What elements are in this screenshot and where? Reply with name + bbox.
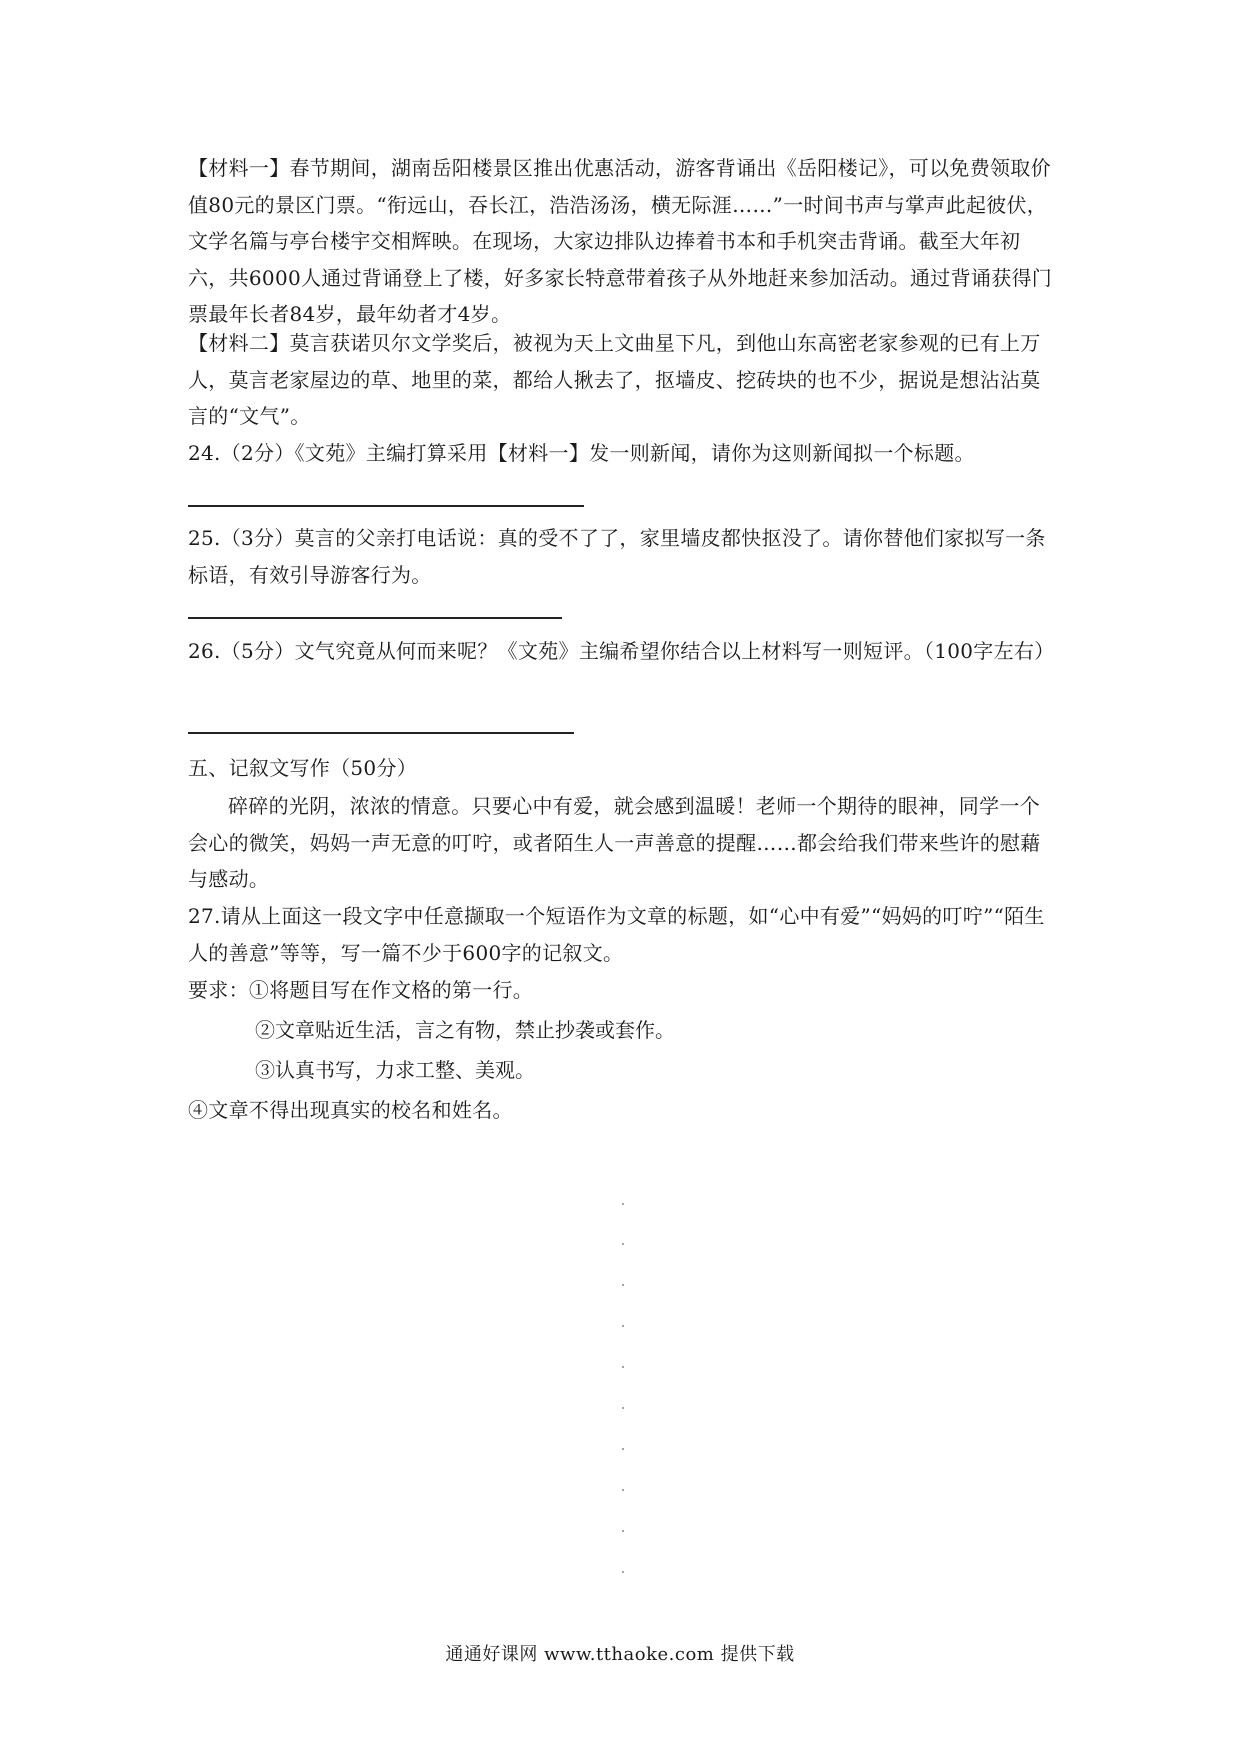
dot-mark [622,1284,624,1286]
material-one-paragraph: 【材料一】春节期间，湖南岳阳楼景区推出优惠活动，游客背诵出《岳阳楼记》，可以免费领取价值80元的景区门票。“衔远山，吞长江，浩浩汤汤，横无际涯……”一时间书声与掌声此起彼伏，文学名篇与亭台楼宇交相辉映。在现场，大家边排队边捧着书本和手机突击背诵。截至大年初六，共6000人通过背诵登上了楼，好多家长特意带着孩子从外地赶来参加活动。通过背诵获得门票最年长者84岁，最年幼者才4岁。 [188,156,1053,326]
dot-mark [622,1448,624,1450]
requirement-1: 要求：①将题目写在作文格的第一行。 [188,978,534,1002]
dot-mark [622,1530,624,1532]
dot-mark [622,1571,624,1573]
question-26: 26.（5分）文气究竟从何而来呢？《文苑》主编希望你结合以上材料写一则短评。（100字左右） [188,639,1055,663]
answer-line-25[interactable] [188,617,562,619]
material-two-paragraph: 【材料二】莫言获诺贝尔文学奖后，被视为天上文曲星下凡，到他山东高密老家参观的已有上万人，莫言老家屋边的草、地里的菜，都给人揪去了，抠墙皮、挖砖块的也不少，据说是想沾沾莫言的“文气”。 [188,331,1041,428]
dot-mark [622,1325,624,1327]
requirement-2: ②文章贴近生活，言之有物，禁止抄袭或套作。 [255,1018,675,1042]
dot-mark [622,1203,624,1205]
dot-mark [622,1407,624,1409]
section-five-title: 五、记叙文写作（50分） [188,756,418,780]
question-24: 24.（2分）《文苑》主编打算采用【材料一】发一则新闻，请你为这则新闻拟一个标题。 [188,441,975,465]
answer-line-24[interactable] [188,505,584,507]
question-27: 27.请从上面这一段文字中任意撷取一个短语作为文章的标题，如“心中有爱”“妈妈的叮咛”“陌生人的善意”等等，写一篇不少于600字的记叙文。 [188,904,1045,965]
section-five-intro: 碎碎的光阴，浓浓的情意。只要心中有爱，就会感到温暖！老师一个期待的眼神，同学一个会心的微笑，妈妈一声无意的叮咛，或者陌生人一声善意的提醒……都会给我们带来些许的慰藉与感动。 [188,794,1041,891]
question-25: 25.（3分）莫言的父亲打电话说：真的受不了了，家里墙皮都快抠没了。请你替他们家拟写一条标语，有效引导游客行为。 [188,526,1046,587]
requirement-3: ③认真书写，力求工整、美观。 [255,1058,535,1082]
dot-mark [622,1489,624,1491]
footer-credit: 通通好课网 www.tthaoke.com 提供下载 [445,1644,795,1665]
dot-mark [622,1366,624,1368]
requirement-4: ④文章不得出现真实的校名和姓名。 [188,1098,513,1122]
answer-line-26[interactable] [188,732,574,734]
dot-mark [622,1243,624,1245]
